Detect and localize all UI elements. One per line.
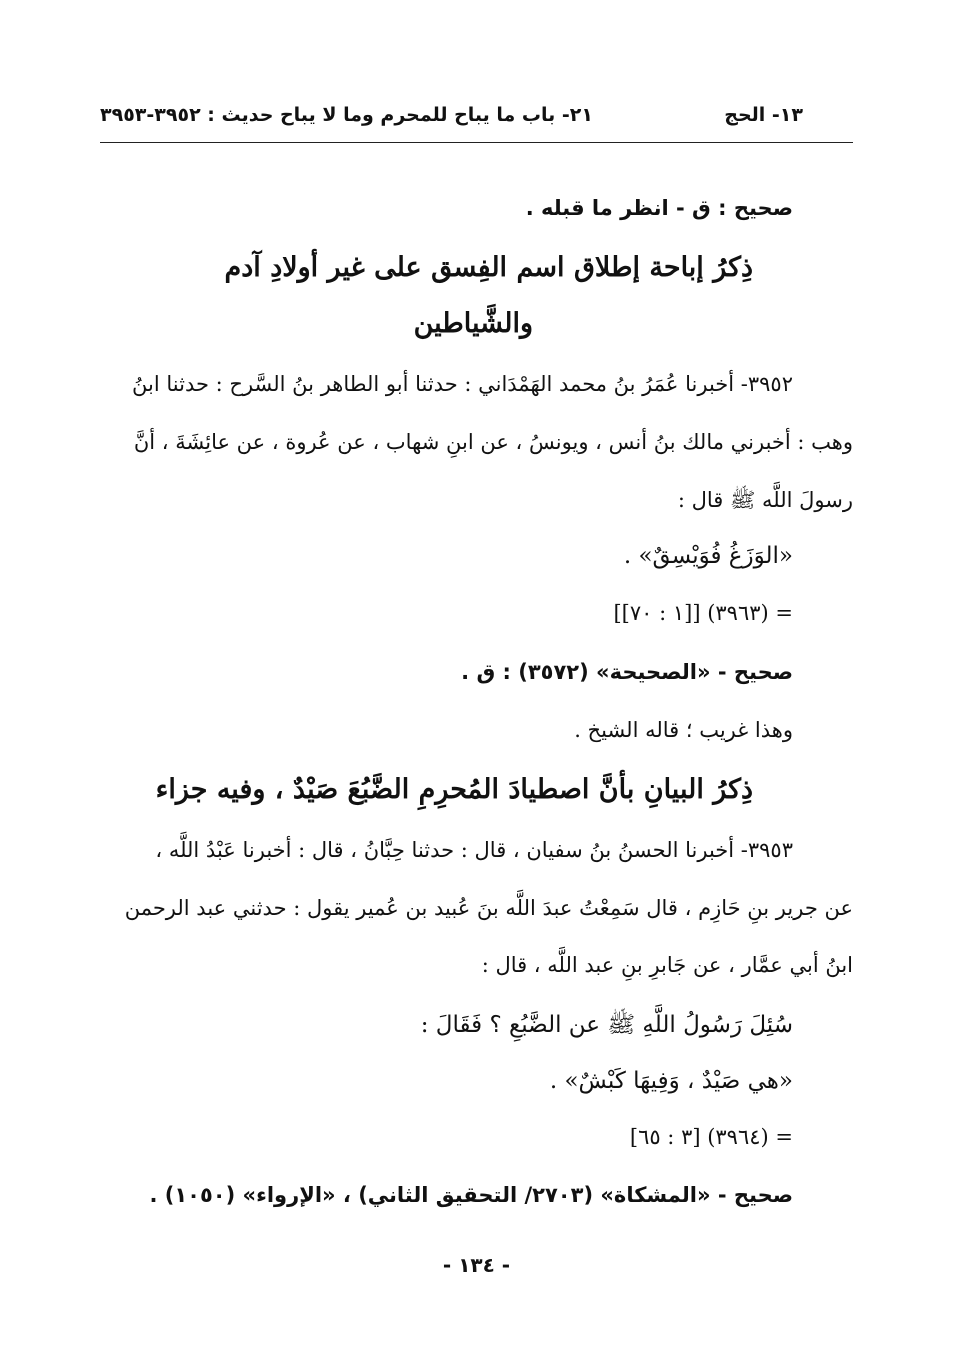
hadith-3952-grade: صحيح - «الصحيحة» (٣٥٧٢) : ق . xyxy=(461,660,793,684)
heading-fisq: ذِكرُ إباحة إطلاق اسم الفِسق على غير أولادِ آدم xyxy=(224,252,753,283)
hadith-3952-isnad-3: رسولَ اللَّه ﷺ قال : xyxy=(677,488,853,512)
hadith-3953-matn-2: «هي صَيْدٌ ، وَفِيهَا كَبْشٌ» . xyxy=(549,1068,793,1094)
hadith-3952-reference: = (٣٩٦٣) [[١ : ٧٠]] xyxy=(613,601,793,625)
grade-previous: صحيح : ق - انظر ما قبله . xyxy=(525,196,793,220)
heading-fisq-line2: والشَّياطين xyxy=(413,308,533,339)
page-number: - ١٣٤ - xyxy=(442,1253,511,1277)
hadith-3953-isnad-1: ٣٩٥٣- أخبرنا الحسنُ بنُ سفيان ، قال : حدثنا حِبَّانُ ، قال : أخبرنا عَبْدُ اللَّه ، xyxy=(155,838,793,862)
header-section: ٢١- باب ما يباح للمحرم وما لا يباح xyxy=(279,104,593,126)
hadith-3953-reference: = (٣٩٦٤) [٣ : ٦٥] xyxy=(629,1125,793,1149)
header-hadith-range: حديث : ٣٩٥٢-٣٩٥٣ xyxy=(100,104,274,126)
header-rule xyxy=(100,142,853,143)
hadith-3953-grade: صحيح - «المشكاة» (٢٧٠٣/ التحقيق الثاني) ، «الإرواء» (١٠٥٠) . xyxy=(149,1183,793,1207)
hadith-3952-isnad-2: وهب : أخبرني مالك بنُ أنس ، ويونسُ ، عن ابنِ شهاب ، عن عُروة ، عن عائِشَةَ ، أنَّ xyxy=(133,430,853,454)
hadith-3953-matn-1: سُئِلَ رَسُولُ اللَّهِ ﷺ عن الضَّبُعِ ؟ فَقَالَ : xyxy=(420,1012,793,1038)
hadith-3952-matn: «الوَزَغُ فُوَيْسِقٌ» . xyxy=(623,543,793,569)
heading-hyena: ذِكرُ البيانِ بأنَّ اصطيادَ المُحرِمِ الضَّبُعَ صَيْدٌ ، وفيه جزاء xyxy=(155,774,753,805)
hadith-3952-isnad-1: ٣٩٥٢- أخبرنا عُمَرُ بنُ محمد الهَمْدَاني : حدثنا أبو الطاهر بنُ السَّرح : حدثنا ابنُ xyxy=(132,372,793,396)
hadith-3953-isnad-3: ابنُ أبي عمَّار ، عن جَابرِ بنِ عبد اللَّه ، قال : xyxy=(481,953,853,977)
hadith-3952-note: وهذا غريب ؛ قاله الشيخ . xyxy=(574,718,793,742)
header-chapter: ١٣- الحج xyxy=(724,104,803,126)
hadith-3953-isnad-2: عن جرير بنِ حَازِم ، قال سَمِعْتُ عبدَ اللَّه بنَ عُبيد بن عُمير يقول : حدثني عبد الرحمن xyxy=(124,896,853,920)
